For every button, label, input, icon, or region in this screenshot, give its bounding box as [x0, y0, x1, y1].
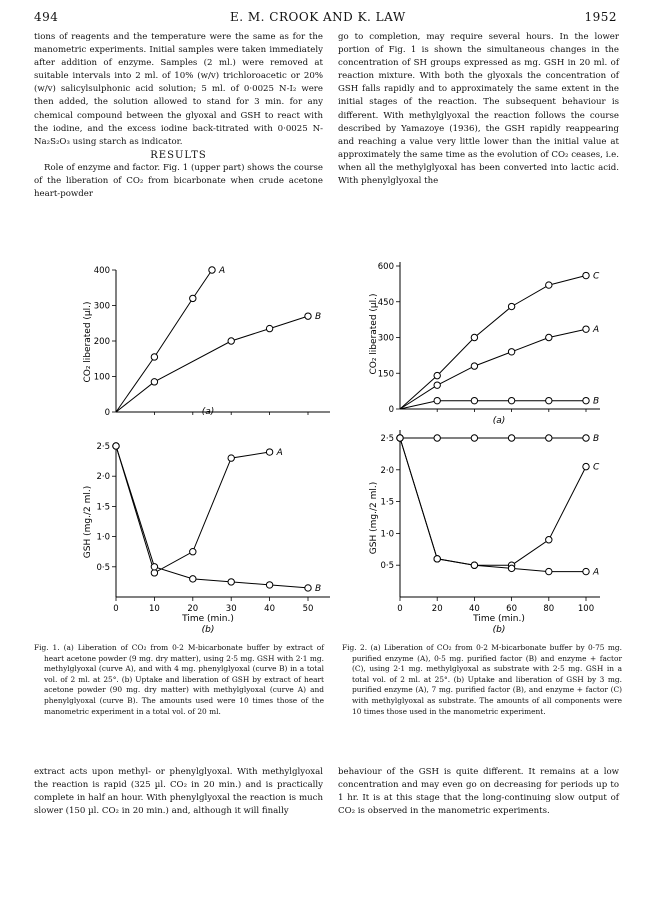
data-point-A: [583, 568, 589, 574]
data-point-B: [434, 397, 440, 403]
data-point-C: [508, 303, 514, 309]
x-tick-label: 100: [577, 604, 595, 614]
series-label-A: A: [593, 567, 600, 578]
y-tick-label: 200: [93, 337, 110, 347]
data-point-B: [583, 435, 589, 441]
data-point-A: [266, 449, 272, 455]
y-tick-label: 2·0: [380, 465, 394, 476]
series-line-C: [400, 276, 586, 410]
y-tick-label: 0·5: [96, 562, 110, 573]
y-tick-label: 1·0: [96, 532, 110, 543]
data-point-A: [508, 349, 514, 355]
data-point-B: [228, 579, 234, 585]
fig1-top-panel: [83, 266, 330, 418]
data-point-B: [151, 564, 157, 570]
right-column-top: [338, 31, 619, 188]
y-tick-label: 100: [93, 372, 110, 383]
data-point-B: [471, 435, 477, 441]
x-tick-label: 50: [302, 604, 314, 614]
data-point-A: [209, 267, 215, 273]
fig2-bottom-ylabel: GSH (mg./2 ml.): [369, 481, 379, 555]
results-paragraph: Role of enzyme and factor. Fig. 1 (upper part) shows the course of the liberation of CO₂ from bicarbonate when crude acetone heart-powder: [34, 162, 323, 200]
data-point-A: [228, 455, 234, 461]
bottom-right-paragraph: behaviour of the GSH is quite different. It remains at a low concentration and may even go on decreasing for periods up to 1 hr. It is at this stage that the long-continuing slow output of CO₂ is observed in the manometric experiments.: [338, 767, 619, 817]
series-line-A: [116, 270, 212, 412]
left-column-top: [34, 31, 323, 201]
data-point-A: [151, 354, 157, 360]
fig2-xlabel: Time (min.): [473, 614, 525, 624]
data-point-C: [583, 272, 589, 278]
fig2-top-ylabel: CO₂ liberated (µl.): [369, 293, 379, 375]
fig1-caption-text: Fig. 1. (a) Liberation of CO₂ from 0·2 M-bicarbonate buffer by extract of heart acetone powder (9 mg. dry matter), using 2·5 mg. GSH with 2·1 mg. methylglyoxal (curve A), and with 4 mg. phenylglyoxal (curve B) in a total vol. of 2 ml. at 25°. (b) Uptake and liberation of GSH by extract of heart acetone powder (90 mg. dry matter) with methylglyoxal (curve A) and phenylglyoxal (curve B). The amounts used were 10 times those of the manometric experiment in a total vol. of 20 ml.: [34, 643, 324, 716]
series-label-B: B: [593, 396, 600, 407]
discussion-paragraph: go to completion, may require several hours. In the lower portion of Fig. 1 is shown the simultaneous changes in the concentration of SH groups expressed as mg. GSH in 20 ml. of reaction mixture. With both the glyoxals the concentration of GSH falls rapidly and to approximately the same extent in the initial stages of the reaction. The subsequent behaviour is different. With methylglyoxal the reaction follows the course described by Yamazoye (1936), the GSH rapidly reappearing and reaching a value very little lower than the initial value at approximately the same time as the evolution of CO₂ ceases, i.e. when all the methylglyoxal has been converted into lactic acid. With phenylglyoxal the: [338, 32, 619, 187]
methods-paragraph: tions of reagents and the temperature were the same as for the manometric experiments. Initial samples were taken immediately after addition of enzyme. Samples (2 ml.) were removed at suitable intervals into 2 ml. of 10% (w/v) trichloroacetic or 20% (w/v) salicylsulphonic acid solution; 5 ml. of 0·0025 N-I₂ were then added, the solution allowed to stand for 3 min. for any chemical compound between the glyoxal and GSH to react with the iodine, and the excess iodine back-titrated with 0·0025 N-Na₂S₂O₃ using starch as indicator.: [34, 32, 323, 147]
y-tick-label: 400: [93, 266, 110, 276]
data-point-B: [190, 576, 196, 582]
data-point-A: [190, 549, 196, 555]
x-tick-label: 60: [506, 604, 518, 614]
x-tick-label: 20: [187, 604, 199, 614]
data-point-C: [434, 372, 440, 378]
y-tick-label: 0·5: [380, 561, 394, 572]
data-point-A: [546, 334, 552, 340]
series-label-B: B: [593, 434, 600, 444]
fig1-top-panel-label: (a): [201, 407, 215, 417]
series-line-A: [400, 438, 586, 572]
data-point-A: [434, 556, 440, 562]
y-tick-label: 600: [377, 262, 394, 272]
right-column-bottom: [338, 766, 619, 818]
data-point-B: [434, 435, 440, 441]
series-label-C: C: [593, 271, 600, 282]
data-point-B: [266, 325, 272, 331]
fig1-xlabel: Time (min.): [182, 614, 234, 624]
data-point-C: [583, 463, 589, 469]
fig2-bottom-panel: [369, 430, 600, 635]
x-tick-label: 40: [468, 604, 480, 614]
data-point-B: [583, 397, 589, 403]
y-tick-label: 1·5: [96, 502, 110, 513]
y-tick-label: 0: [104, 408, 110, 418]
data-point-B: [546, 397, 552, 403]
x-tick-label: 0: [113, 604, 119, 614]
data-point-C: [546, 282, 552, 288]
x-tick-label: 0: [397, 604, 403, 614]
series-label-C: C: [593, 462, 600, 473]
data-point-A: [190, 295, 196, 301]
data-point-B: [151, 379, 157, 385]
x-tick-label: 10: [148, 604, 160, 614]
fig2-caption-text: Fig. 2. (a) Liberation of CO₂ from 0·2 M-bicarbonate buffer by 0·75 mg. purified enzyme (A), 0·5 mg. purified factor (B) and enzyme + factor (C), using 2·1 mg. methylglyoxal as substrate with 2·5 mg. GSH in a total vol. of 2 ml. at 25°. (b) Uptake and liberation of GSH by 3 mg. purified enzyme (A), 7 mg. purified factor (B), and enzyme + factor (C) with methylglyoxal as substrate. The amounts of all components were 10 times those used in the manometric experiment.: [342, 643, 622, 716]
series-line-B: [116, 446, 308, 588]
x-tick-label: 40: [264, 604, 276, 614]
fig1-bottom-panel: [83, 442, 330, 635]
data-point-A: [434, 382, 440, 388]
y-tick-label: 1·5: [380, 497, 394, 508]
fig2-bottom-panel-label: (b): [492, 625, 506, 635]
data-point-A: [508, 565, 514, 571]
bottom-left-paragraph: extract acts upon methyl- or phenylglyoxal. With methylglyoxal the reaction is rapid (325 µl. CO₂ in 20 min.) and is practically complete in half an hour. With phenylglyoxal the reaction is much slower (150 µl. CO₂ in 20 min.) and, although it will finally: [34, 767, 323, 817]
x-tick-label: 30: [225, 604, 237, 614]
fig1-bottom-panel-label: (b): [201, 625, 215, 635]
data-point-B: [471, 397, 477, 403]
y-tick-label: 2·5: [380, 434, 394, 444]
left-column-bottom: [34, 766, 323, 818]
y-tick-label: 2·5: [96, 442, 110, 452]
fig2-top-panel: [369, 262, 600, 426]
data-point-B: [305, 585, 311, 591]
y-tick-label: 0: [388, 405, 394, 415]
data-point-A: [397, 435, 403, 441]
data-point-A: [546, 568, 552, 574]
series-line-B: [400, 401, 586, 409]
fig1-bottom-ylabel: GSH (mg./2 ml.): [83, 485, 93, 559]
section-heading: RESULTS: [150, 149, 207, 161]
series-line-C: [400, 438, 586, 565]
data-point-B: [508, 435, 514, 441]
series-label-A: A: [276, 448, 283, 459]
fig2-caption: [342, 643, 622, 717]
data-point-C: [546, 537, 552, 543]
y-tick-label: 300: [93, 301, 110, 312]
y-tick-label: 2·0: [96, 472, 110, 483]
page-number: 494: [34, 10, 59, 24]
data-point-B: [266, 582, 272, 588]
y-tick-label: 150: [377, 369, 394, 380]
fig1-caption: [34, 643, 324, 717]
x-tick-label: 80: [543, 604, 555, 614]
fig1-top-ylabel: CO₂ liberated (µl.): [83, 301, 93, 383]
data-point-B: [305, 313, 311, 319]
data-point-B: [508, 397, 514, 403]
y-tick-label: 1·0: [380, 529, 394, 540]
series-label-B: B: [315, 312, 322, 323]
series-label-A: A: [593, 325, 600, 336]
data-point-B: [546, 435, 552, 441]
y-tick-label: 450: [377, 297, 394, 308]
data-point-A: [471, 562, 477, 568]
data-point-A: [151, 570, 157, 576]
series-label-B: B: [315, 583, 322, 594]
series-line-A: [400, 329, 586, 409]
year: 1952: [584, 10, 617, 24]
series-line-B: [116, 316, 308, 412]
data-point-B: [113, 443, 119, 449]
figure-2: [340, 262, 635, 637]
fig2-top-panel-label: (a): [492, 416, 506, 426]
running-title: E. M. CROOK AND K. LAW: [230, 10, 406, 24]
y-tick-label: 300: [377, 333, 394, 344]
series-label-A: A: [219, 266, 226, 276]
x-tick-label: 20: [431, 604, 443, 614]
figure-1: [30, 262, 330, 637]
data-point-B: [228, 338, 234, 344]
data-point-C: [471, 334, 477, 340]
data-point-A: [583, 326, 589, 332]
data-point-A: [471, 363, 477, 369]
